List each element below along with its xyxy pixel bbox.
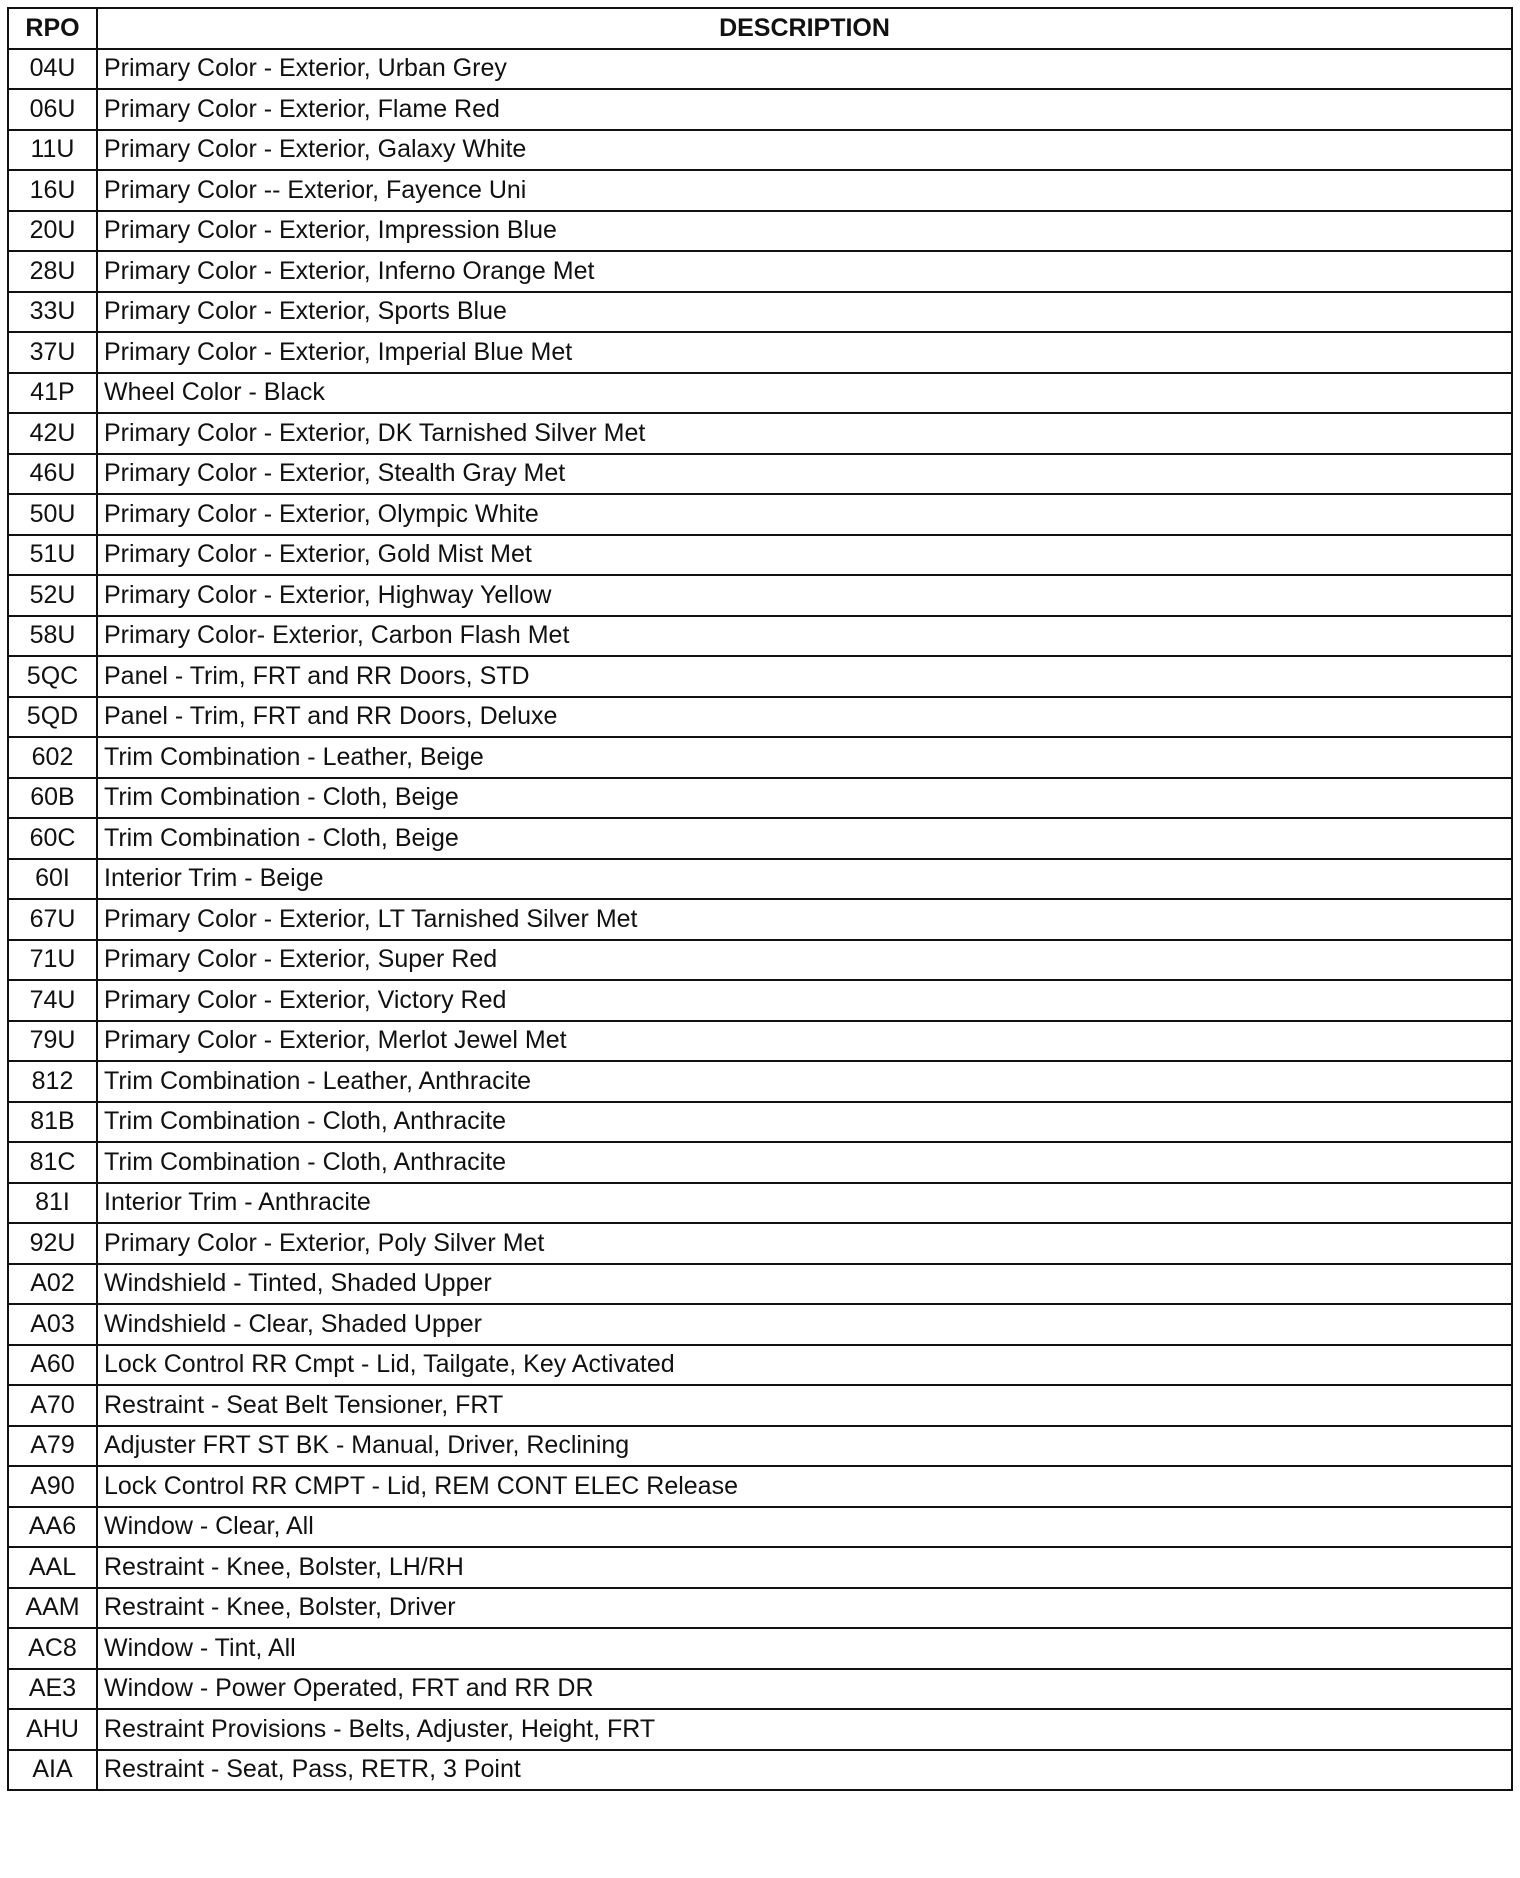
table-row — [8, 1061, 1512, 1102]
table-row — [8, 940, 1512, 981]
rpo-column-header: RPO — [8, 8, 97, 49]
description-cell: Trim Combination - Leather, Anthracite — [97, 1061, 1512, 1102]
table-row — [8, 1304, 1512, 1345]
table-row — [8, 89, 1512, 130]
rpo-code-cell: AAL — [8, 1547, 97, 1588]
description-cell: Window - Tint, All — [97, 1628, 1512, 1669]
description-cell: Primary Color - Exterior, Impression Blue — [97, 211, 1512, 252]
table-row — [8, 1183, 1512, 1224]
rpo-code-cell: AC8 — [8, 1628, 97, 1669]
rpo-code-cell: 92U — [8, 1223, 97, 1264]
table-row — [8, 130, 1512, 171]
description-cell: Lock Control RR CMPT - Lid, REM CONT ELEC Release — [97, 1466, 1512, 1507]
table-row — [8, 1628, 1512, 1669]
rpo-code-cell: 20U — [8, 211, 97, 252]
rpo-code-cell: 60C — [8, 818, 97, 859]
table-row — [8, 697, 1512, 738]
table-row — [8, 1466, 1512, 1507]
description-cell: Primary Color - Exterior, Stealth Gray Met — [97, 454, 1512, 495]
table-row — [8, 332, 1512, 373]
table-row — [8, 656, 1512, 697]
table-row — [8, 1264, 1512, 1305]
description-cell: Restraint Provisions - Belts, Adjuster, Height, FRT — [97, 1709, 1512, 1750]
rpo-code-cell: 28U — [8, 251, 97, 292]
table-row — [8, 1507, 1512, 1548]
rpo-code-cell: 81I — [8, 1183, 97, 1224]
rpo-code-cell: 37U — [8, 332, 97, 373]
description-cell: Primary Color - Exterior, Olympic White — [97, 494, 1512, 535]
rpo-code-cell: 60B — [8, 778, 97, 819]
description-cell: Primary Color -- Exterior, Fayence Uni — [97, 170, 1512, 211]
rpo-code-cell: 79U — [8, 1021, 97, 1062]
table-row — [8, 575, 1512, 616]
table-row — [8, 737, 1512, 778]
description-cell: Primary Color - Exterior, Imperial Blue Met — [97, 332, 1512, 373]
description-cell: Wheel Color - Black — [97, 373, 1512, 414]
rpo-code-cell: A70 — [8, 1385, 97, 1426]
description-cell: Restraint - Knee, Bolster, Driver — [97, 1588, 1512, 1629]
table-row — [8, 211, 1512, 252]
description-cell: Adjuster FRT ST BK - Manual, Driver, Reclining — [97, 1426, 1512, 1467]
description-cell: Primary Color - Exterior, DK Tarnished Silver Met — [97, 413, 1512, 454]
rpo-code-cell: 71U — [8, 940, 97, 981]
description-cell: Trim Combination - Cloth, Beige — [97, 778, 1512, 819]
rpo-code-cell: 60I — [8, 859, 97, 900]
description-cell: Trim Combination - Cloth, Anthracite — [97, 1102, 1512, 1143]
rpo-code-cell: 51U — [8, 535, 97, 576]
table-row — [8, 1102, 1512, 1143]
description-cell: Primary Color - Exterior, Flame Red — [97, 89, 1512, 130]
table-row — [8, 899, 1512, 940]
rpo-code-cell: 33U — [8, 292, 97, 333]
description-cell: Panel - Trim, FRT and RR Doors, Deluxe — [97, 697, 1512, 738]
rpo-code-cell: A03 — [8, 1304, 97, 1345]
rpo-code-cell: AE3 — [8, 1669, 97, 1710]
rpo-code-cell: 81B — [8, 1102, 97, 1143]
description-cell: Primary Color - Exterior, Super Red — [97, 940, 1512, 981]
table-row — [8, 454, 1512, 495]
rpo-code-cell: A90 — [8, 1466, 97, 1507]
table-row — [8, 778, 1512, 819]
description-cell: Lock Control RR Cmpt - Lid, Tailgate, Key Activated — [97, 1345, 1512, 1386]
table-row — [8, 49, 1512, 90]
rpo-code-cell: AA6 — [8, 1507, 97, 1548]
description-cell: Windshield - Clear, Shaded Upper — [97, 1304, 1512, 1345]
description-cell: Interior Trim - Anthracite — [97, 1183, 1512, 1224]
description-cell: Restraint - Seat Belt Tensioner, FRT — [97, 1385, 1512, 1426]
rpo-code-cell: 16U — [8, 170, 97, 211]
description-cell: Primary Color - Exterior, LT Tarnished Silver Met — [97, 899, 1512, 940]
table-row — [8, 1709, 1512, 1750]
description-cell: Panel - Trim, FRT and RR Doors, STD — [97, 656, 1512, 697]
table-row — [8, 494, 1512, 535]
table-row — [8, 859, 1512, 900]
table-row — [8, 1669, 1512, 1710]
table-row — [8, 1588, 1512, 1629]
table-body — [8, 49, 1512, 1791]
rpo-code-cell: 812 — [8, 1061, 97, 1102]
rpo-code-cell: 04U — [8, 49, 97, 90]
table-row — [8, 1223, 1512, 1264]
rpo-code-cell: 5QD — [8, 697, 97, 738]
rpo-code-cell: 602 — [8, 737, 97, 778]
table-row — [8, 251, 1512, 292]
rpo-code-cell: 42U — [8, 413, 97, 454]
table-row — [8, 292, 1512, 333]
table-row — [8, 373, 1512, 414]
table-row — [8, 535, 1512, 576]
rpo-table — [7, 7, 1513, 1791]
rpo-code-cell: 67U — [8, 899, 97, 940]
rpo-code-cell: 52U — [8, 575, 97, 616]
table-row — [8, 170, 1512, 211]
description-cell: Primary Color - Exterior, Poly Silver Met — [97, 1223, 1512, 1264]
description-cell: Interior Trim - Beige — [97, 859, 1512, 900]
table-row — [8, 1547, 1512, 1588]
table-row — [8, 1426, 1512, 1467]
rpo-code-cell: 41P — [8, 373, 97, 414]
header-row — [8, 8, 1512, 49]
rpo-code-cell: AIA — [8, 1750, 97, 1791]
rpo-code-cell: 5QC — [8, 656, 97, 697]
description-cell: Primary Color - Exterior, Inferno Orange Met — [97, 251, 1512, 292]
description-cell: Primary Color - Exterior, Galaxy White — [97, 130, 1512, 171]
table-row — [8, 980, 1512, 1021]
description-cell: Window - Clear, All — [97, 1507, 1512, 1548]
table-row — [8, 818, 1512, 859]
description-cell: Primary Color - Exterior, Highway Yellow — [97, 575, 1512, 616]
description-cell: Primary Color - Exterior, Gold Mist Met — [97, 535, 1512, 576]
rpo-code-cell: 81C — [8, 1142, 97, 1183]
description-cell: Window - Power Operated, FRT and RR DR — [97, 1669, 1512, 1710]
table-row — [8, 413, 1512, 454]
rpo-code-cell: AHU — [8, 1709, 97, 1750]
description-cell: Primary Color- Exterior, Carbon Flash Met — [97, 616, 1512, 657]
description-cell: Restraint - Seat, Pass, RETR, 3 Point — [97, 1750, 1512, 1791]
description-cell: Restraint - Knee, Bolster, LH/RH — [97, 1547, 1512, 1588]
rpo-code-cell: 46U — [8, 454, 97, 495]
rpo-code-cell: 74U — [8, 980, 97, 1021]
description-cell: Windshield - Tinted, Shaded Upper — [97, 1264, 1512, 1305]
rpo-code-cell: 11U — [8, 130, 97, 171]
rpo-code-cell: A60 — [8, 1345, 97, 1386]
table-row — [8, 1345, 1512, 1386]
description-cell: Trim Combination - Cloth, Anthracite — [97, 1142, 1512, 1183]
description-cell: Trim Combination - Leather, Beige — [97, 737, 1512, 778]
description-cell: Primary Color - Exterior, Victory Red — [97, 980, 1512, 1021]
description-cell: Primary Color - Exterior, Urban Grey — [97, 49, 1512, 90]
table-row — [8, 1142, 1512, 1183]
rpo-code-cell: 50U — [8, 494, 97, 535]
rpo-code-cell: 58U — [8, 616, 97, 657]
table-row — [8, 1021, 1512, 1062]
rpo-code-cell: A79 — [8, 1426, 97, 1467]
rpo-code-cell: AAM — [8, 1588, 97, 1629]
table-row — [8, 616, 1512, 657]
description-column-header: DESCRIPTION — [97, 8, 1512, 49]
table-row — [8, 1385, 1512, 1426]
description-cell: Primary Color - Exterior, Merlot Jewel Met — [97, 1021, 1512, 1062]
rpo-code-cell: 06U — [8, 89, 97, 130]
table-row — [8, 1750, 1512, 1791]
rpo-code-cell: A02 — [8, 1264, 97, 1305]
description-cell: Trim Combination - Cloth, Beige — [97, 818, 1512, 859]
description-cell: Primary Color - Exterior, Sports Blue — [97, 292, 1512, 333]
